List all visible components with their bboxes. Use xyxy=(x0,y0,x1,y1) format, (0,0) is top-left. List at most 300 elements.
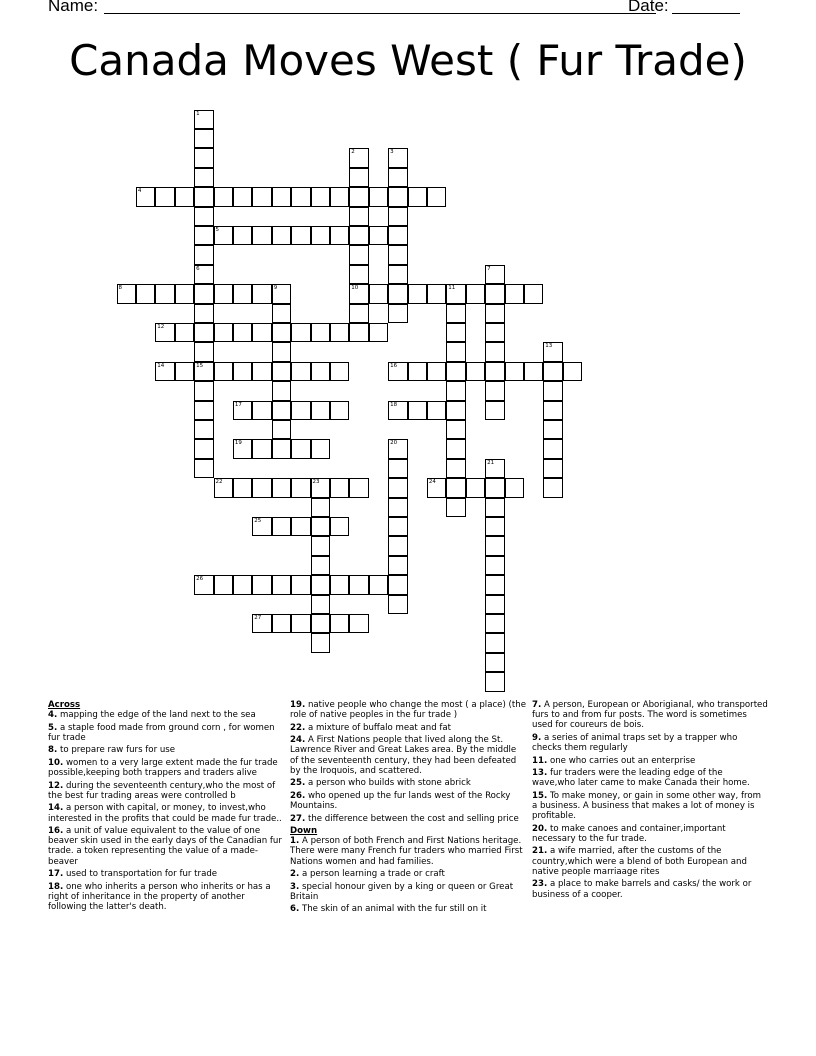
clue-item-text: A First Nations people that lived along the St. Lawrence River and Great Lakes area. By the middle of the seventeenth century, they had been defeated by the Iroquois, and scattered. xyxy=(290,735,517,776)
grid-cell[interactable] xyxy=(388,401,408,421)
clue-number: 10 xyxy=(351,285,359,292)
grid-cell[interactable] xyxy=(485,478,505,498)
grid-cell[interactable] xyxy=(272,401,292,421)
grid-cell[interactable] xyxy=(311,595,331,615)
grid-cell[interactable] xyxy=(485,575,505,595)
grid-cell[interactable] xyxy=(427,401,447,421)
grid-cell[interactable] xyxy=(446,323,466,343)
grid-cell[interactable] xyxy=(194,459,214,479)
clue-item xyxy=(532,846,768,877)
grid-cell[interactable] xyxy=(272,284,292,304)
clue-item xyxy=(290,778,526,788)
grid-cell[interactable] xyxy=(543,478,563,498)
clue-item-number: 27. xyxy=(290,813,306,824)
grid-cell[interactable] xyxy=(194,342,214,362)
grid-cell[interactable] xyxy=(272,478,292,498)
grid-cell[interactable] xyxy=(330,478,350,498)
clue-item-text: mapping the edge of the land next to the sea xyxy=(57,710,256,721)
across-heading: Across xyxy=(48,700,81,710)
grid-cell[interactable] xyxy=(485,633,505,653)
grid-cell[interactable] xyxy=(446,284,466,304)
clue-number: 21 xyxy=(487,459,495,466)
page-title: Canada Moves West ( Fur Trade) xyxy=(69,36,747,85)
grid-cell[interactable] xyxy=(349,323,369,343)
grid-cell[interactable] xyxy=(388,187,408,207)
grid-cell[interactable] xyxy=(252,614,272,634)
grid-cell[interactable] xyxy=(233,575,253,595)
grid-cell[interactable] xyxy=(388,575,408,595)
clue-item-number: 12. xyxy=(48,780,64,791)
clue-number: 19 xyxy=(234,440,242,447)
grid-cell[interactable] xyxy=(214,323,234,343)
grid-cell[interactable] xyxy=(194,148,214,168)
grid-cell[interactable] xyxy=(446,304,466,324)
grid-cell[interactable] xyxy=(291,226,311,246)
clue-item-text: a person with capital, or money, to invest,who interested in the profits that could be made fur trade.. xyxy=(48,803,282,824)
grid-cell[interactable] xyxy=(369,187,389,207)
grid-cell[interactable] xyxy=(252,362,272,382)
grid-cell[interactable] xyxy=(369,575,389,595)
clue-item xyxy=(290,882,526,902)
clue-number: 11 xyxy=(448,285,456,292)
grid-cell[interactable] xyxy=(233,439,253,459)
grid-cell[interactable] xyxy=(349,226,369,246)
clue-item xyxy=(532,700,768,731)
grid-cell[interactable] xyxy=(291,575,311,595)
clue-item-number: 10. xyxy=(48,757,64,768)
grid-cell[interactable] xyxy=(272,614,292,634)
grid-cell[interactable] xyxy=(311,401,331,421)
grid-cell[interactable] xyxy=(194,245,214,265)
clue-item xyxy=(532,791,768,822)
clue-number: 15 xyxy=(196,362,204,369)
grid-cell[interactable] xyxy=(155,187,175,207)
clues-column-3 xyxy=(532,700,768,902)
clue-item xyxy=(532,824,768,844)
grid-cell[interactable] xyxy=(349,245,369,265)
grid-cell[interactable] xyxy=(252,323,272,343)
clue-item-number: 8. xyxy=(48,745,58,756)
clue-item-text: The skin of an animal with the fur still on it xyxy=(299,904,487,915)
clues-column-1 xyxy=(48,700,282,915)
grid-cell[interactable] xyxy=(485,265,505,285)
grid-cell[interactable] xyxy=(272,226,292,246)
grid-cell[interactable] xyxy=(233,478,253,498)
clue-item-text: used to transportation for fur trade xyxy=(63,869,218,880)
grid-cell[interactable] xyxy=(388,304,408,324)
clues-column-2 xyxy=(290,700,526,917)
grid-cell[interactable] xyxy=(388,556,408,576)
grid-cell[interactable] xyxy=(543,439,563,459)
grid-cell[interactable] xyxy=(194,110,214,130)
grid-cell[interactable] xyxy=(446,342,466,362)
grid-cell[interactable] xyxy=(311,439,331,459)
grid-cell[interactable] xyxy=(543,459,563,479)
grid-cell[interactable] xyxy=(194,420,214,440)
grid-cell[interactable] xyxy=(194,284,214,304)
clue-item-number: 4. xyxy=(48,710,58,721)
grid-cell[interactable] xyxy=(194,323,214,343)
grid-cell[interactable] xyxy=(349,168,369,188)
grid-cell[interactable] xyxy=(272,304,292,324)
clue-item-text: fur traders were the leading edge of the wave,who later came to make Canada their home. xyxy=(532,768,750,789)
grid-cell[interactable] xyxy=(311,478,331,498)
grid-cell[interactable] xyxy=(485,381,505,401)
grid-cell[interactable] xyxy=(485,304,505,324)
clue-item xyxy=(290,904,526,914)
grid-cell[interactable] xyxy=(427,362,447,382)
clue-item xyxy=(48,803,282,823)
clue-number: 9 xyxy=(273,285,278,292)
grid-cell[interactable] xyxy=(272,575,292,595)
clue-item-text: special honour given by a king or queen or Great Britain xyxy=(290,881,514,902)
clue-item xyxy=(290,791,526,811)
clue-item xyxy=(290,814,526,824)
grid-cell[interactable] xyxy=(388,362,408,382)
grid-cell[interactable] xyxy=(330,226,350,246)
clue-item xyxy=(532,733,768,753)
grid-cell[interactable] xyxy=(194,168,214,188)
clue-item-text: one who carries out an enterprise xyxy=(547,755,696,766)
grid-cell[interactable] xyxy=(485,653,505,673)
grid-cell[interactable] xyxy=(311,556,331,576)
grid-cell[interactable] xyxy=(349,265,369,285)
grid-cell[interactable] xyxy=(194,304,214,324)
grid-cell[interactable] xyxy=(272,187,292,207)
grid-cell[interactable] xyxy=(291,439,311,459)
clue-item xyxy=(48,723,282,743)
clue-item-number: 21. xyxy=(532,846,548,857)
clue-number: 20 xyxy=(390,440,398,447)
grid-cell[interactable] xyxy=(194,265,214,285)
grid-cell[interactable] xyxy=(485,323,505,343)
clue-item-text: during the seventeenth century,who the most of the best fur trading areas were controlled b xyxy=(48,780,276,801)
grid-cell[interactable] xyxy=(349,614,369,634)
grid-cell[interactable] xyxy=(214,478,234,498)
grid-cell[interactable] xyxy=(214,575,234,595)
clue-item xyxy=(532,756,768,766)
grid-cell[interactable] xyxy=(369,226,389,246)
clue-item-number: 3. xyxy=(290,881,300,892)
clue-item xyxy=(290,723,526,733)
grid-cell[interactable] xyxy=(388,245,408,265)
grid-cell[interactable] xyxy=(272,420,292,440)
clue-item-text: a person who builds with stone abrick xyxy=(305,778,471,789)
grid-cell[interactable] xyxy=(330,323,350,343)
clue-item-text: a staple food made from ground corn , for women fur trade xyxy=(48,722,275,743)
clue-number: 24 xyxy=(428,479,436,486)
clue-item xyxy=(48,781,282,801)
grid-cell[interactable] xyxy=(330,575,350,595)
grid-cell[interactable] xyxy=(485,362,505,382)
grid-cell[interactable] xyxy=(252,401,272,421)
grid-cell[interactable] xyxy=(311,517,331,537)
grid-cell[interactable] xyxy=(311,187,331,207)
grid-cell[interactable] xyxy=(194,401,214,421)
grid-cell[interactable] xyxy=(505,362,525,382)
grid-cell[interactable] xyxy=(272,439,292,459)
grid-cell[interactable] xyxy=(272,362,292,382)
clue-item-number: 6. xyxy=(290,904,300,915)
grid-cell[interactable] xyxy=(485,556,505,576)
grid-cell[interactable] xyxy=(408,284,428,304)
grid-cell[interactable] xyxy=(446,420,466,440)
grid-cell[interactable] xyxy=(446,498,466,518)
grid-cell[interactable] xyxy=(388,226,408,246)
clue-item-text: a mixture of buffalo meat and fat xyxy=(305,722,452,733)
grid-cell[interactable] xyxy=(485,401,505,421)
date-label: Date: xyxy=(628,0,669,15)
grid-cell[interactable] xyxy=(485,498,505,518)
grid-cell[interactable] xyxy=(330,362,350,382)
grid-cell[interactable] xyxy=(446,459,466,479)
grid-cell[interactable] xyxy=(427,187,447,207)
grid-cell[interactable] xyxy=(388,536,408,556)
grid-cell[interactable] xyxy=(446,381,466,401)
grid-cell[interactable] xyxy=(505,284,525,304)
grid-cell[interactable] xyxy=(543,342,563,362)
grid-cell[interactable] xyxy=(388,439,408,459)
grid-cell[interactable] xyxy=(252,575,272,595)
grid-cell[interactable] xyxy=(233,226,253,246)
grid-cell[interactable] xyxy=(408,187,428,207)
clue-item-text: native people who change the most ( a place) (the role of native peoples in the fur trade ) xyxy=(290,700,527,721)
clue-item xyxy=(48,869,282,879)
grid-cell[interactable] xyxy=(252,226,272,246)
clue-number: 4 xyxy=(137,188,142,195)
grid-cell[interactable] xyxy=(349,304,369,324)
grid-cell[interactable] xyxy=(194,226,214,246)
clue-number: 13 xyxy=(545,343,553,350)
grid-cell[interactable] xyxy=(311,362,331,382)
grid-cell[interactable] xyxy=(330,401,350,421)
grid-cell[interactable] xyxy=(311,575,331,595)
grid-cell[interactable] xyxy=(369,284,389,304)
clue-item xyxy=(290,700,526,720)
grid-cell[interactable] xyxy=(252,187,272,207)
clue-item xyxy=(290,836,526,867)
grid-cell[interactable] xyxy=(524,362,544,382)
clue-number: 17 xyxy=(234,401,242,408)
grid-cell[interactable] xyxy=(446,478,466,498)
grid-cell[interactable] xyxy=(466,478,486,498)
grid-cell[interactable] xyxy=(194,207,214,227)
grid-cell[interactable] xyxy=(330,517,350,537)
clue-number: 3 xyxy=(390,149,394,156)
name-label: Name: xyxy=(48,0,99,15)
grid-cell[interactable] xyxy=(175,362,195,382)
grid-cell[interactable] xyxy=(311,614,331,634)
grid-cell[interactable] xyxy=(485,595,505,615)
clue-item xyxy=(48,826,282,867)
grid-cell[interactable] xyxy=(272,517,292,537)
clue-number: 14 xyxy=(157,362,165,369)
grid-cell[interactable] xyxy=(175,187,195,207)
grid-cell[interactable] xyxy=(194,362,214,382)
clue-item-text: a series of animal traps set by a trapper who checks them regularly xyxy=(532,732,738,754)
grid-cell[interactable] xyxy=(388,207,408,227)
grid-cell[interactable] xyxy=(485,614,505,634)
clue-number: 27 xyxy=(254,614,262,621)
grid-cell[interactable] xyxy=(388,284,408,304)
grid-cell[interactable] xyxy=(233,362,253,382)
clue-item-number: 14. xyxy=(48,803,64,814)
grid-cell[interactable] xyxy=(291,401,311,421)
clue-item xyxy=(48,758,282,778)
clue-item xyxy=(532,879,768,899)
grid-cell[interactable] xyxy=(466,284,486,304)
clue-item xyxy=(290,869,526,879)
grid-cell[interactable] xyxy=(485,459,505,479)
grid-cell[interactable] xyxy=(252,478,272,498)
grid-cell[interactable] xyxy=(194,575,214,595)
grid-cell[interactable] xyxy=(291,478,311,498)
clue-item-number: 11. xyxy=(532,755,548,766)
grid-cell[interactable] xyxy=(563,362,583,382)
grid-cell[interactable] xyxy=(349,187,369,207)
grid-cell[interactable] xyxy=(427,284,447,304)
clue-item-number: 17. xyxy=(48,869,64,880)
grid-cell[interactable] xyxy=(311,323,331,343)
grid-cell[interactable] xyxy=(349,478,369,498)
grid-cell[interactable] xyxy=(311,536,331,556)
grid-cell[interactable] xyxy=(485,284,505,304)
grid-cell[interactable] xyxy=(388,478,408,498)
clue-item-number: 23. xyxy=(532,879,548,890)
grid-cell[interactable] xyxy=(272,323,292,343)
grid-cell[interactable] xyxy=(117,284,137,304)
grid-cell[interactable] xyxy=(388,459,408,479)
grid-cell[interactable] xyxy=(291,187,311,207)
grid-cell[interactable] xyxy=(214,187,234,207)
grid-cell[interactable] xyxy=(349,284,369,304)
grid-cell[interactable] xyxy=(485,517,505,537)
grid-cell[interactable] xyxy=(252,284,272,304)
down-heading: Down xyxy=(290,826,318,837)
grid-cell[interactable] xyxy=(291,362,311,382)
clue-item xyxy=(290,735,526,776)
grid-cell[interactable] xyxy=(388,168,408,188)
grid-cell[interactable] xyxy=(233,401,253,421)
clue-item-text: women to a very large extent made the fur trade possible,keeping both trappers and traders alive xyxy=(48,757,278,779)
grid-cell[interactable] xyxy=(311,226,331,246)
grid-cell[interactable] xyxy=(311,498,331,518)
grid-cell[interactable] xyxy=(485,536,505,556)
clue-item-number: 13. xyxy=(532,768,548,779)
clue-number: 22 xyxy=(215,479,223,486)
clue-item-number: 18. xyxy=(48,881,64,892)
clue-item-number: 25. xyxy=(290,778,306,789)
grid-cell[interactable] xyxy=(485,672,505,692)
grid-cell[interactable] xyxy=(485,342,505,362)
grid-cell[interactable] xyxy=(291,517,311,537)
clue-number: 18 xyxy=(390,401,398,408)
clue-item-number: 9. xyxy=(532,732,542,743)
grid-cell[interactable] xyxy=(388,498,408,518)
grid-cell[interactable] xyxy=(330,187,350,207)
clue-number: 23 xyxy=(312,479,320,486)
grid-cell[interactable] xyxy=(408,362,428,382)
clue-item-number: 15. xyxy=(532,790,548,801)
grid-cell[interactable] xyxy=(155,362,175,382)
grid-cell[interactable] xyxy=(466,362,486,382)
grid-cell[interactable] xyxy=(155,323,175,343)
grid-cell[interactable] xyxy=(194,381,214,401)
clue-item-number: 7. xyxy=(532,700,542,710)
clue-item xyxy=(48,882,282,913)
clue-item-text: the difference between the cost and selling price xyxy=(305,813,519,824)
grid-cell[interactable] xyxy=(446,401,466,421)
grid-cell[interactable] xyxy=(291,323,311,343)
grid-cell[interactable] xyxy=(214,362,234,382)
grid-cell[interactable] xyxy=(349,207,369,227)
grid-cell[interactable] xyxy=(446,362,466,382)
grid-cell[interactable] xyxy=(505,478,525,498)
clue-item xyxy=(48,745,282,755)
clue-number: 1 xyxy=(196,110,200,117)
grid-cell[interactable] xyxy=(543,420,563,440)
grid-cell[interactable] xyxy=(136,284,156,304)
grid-cell[interactable] xyxy=(155,284,175,304)
clue-item-text: a place to make barrels and casks/ the work or business of a cooper. xyxy=(532,879,752,900)
grid-cell[interactable] xyxy=(524,284,544,304)
clue-item-number: 24. xyxy=(290,735,306,746)
grid-cell[interactable] xyxy=(175,323,195,343)
grid-cell[interactable] xyxy=(136,187,156,207)
grid-cell[interactable] xyxy=(194,129,214,149)
grid-cell[interactable] xyxy=(291,614,311,634)
grid-cell[interactable] xyxy=(194,187,214,207)
grid-cell[interactable] xyxy=(311,633,331,653)
clue-number: 26 xyxy=(196,576,204,583)
grid-cell[interactable] xyxy=(252,439,272,459)
grid-cell[interactable] xyxy=(214,226,234,246)
grid-cell[interactable] xyxy=(233,284,253,304)
clue-item-text: a wife married, after the customs of the country,which were a blend of both European and native people marriaage rites xyxy=(532,846,747,877)
grid-cell[interactable] xyxy=(543,362,563,382)
clue-item-text: A person, European or Aborigianal, who transported furs to and from fur posts. The word is sometimes used for coureurs de bois. xyxy=(532,700,768,731)
clue-item-number: 1. xyxy=(290,836,300,847)
grid-cell[interactable] xyxy=(543,401,563,421)
grid-cell[interactable] xyxy=(388,148,408,168)
grid-cell[interactable] xyxy=(543,381,563,401)
grid-cell[interactable] xyxy=(272,342,292,362)
grid-cell[interactable] xyxy=(272,381,292,401)
grid-cell[interactable] xyxy=(388,517,408,537)
grid-cell[interactable] xyxy=(349,148,369,168)
grid-cell[interactable] xyxy=(388,595,408,615)
clue-item-number: 16. xyxy=(48,826,64,837)
clue-item xyxy=(532,768,768,788)
clue-item-text: a person learning a trade or craft xyxy=(299,869,445,880)
clue-item-number: 26. xyxy=(290,790,306,801)
grid-cell[interactable] xyxy=(427,478,447,498)
clue-number: 8 xyxy=(118,285,122,292)
grid-cell[interactable] xyxy=(194,439,214,459)
grid-cell[interactable] xyxy=(252,517,272,537)
grid-cell[interactable] xyxy=(349,575,369,595)
grid-cell[interactable] xyxy=(408,401,428,421)
grid-cell[interactable] xyxy=(330,614,350,634)
grid-cell[interactable] xyxy=(175,284,195,304)
grid-cell[interactable] xyxy=(214,284,234,304)
grid-cell[interactable] xyxy=(233,323,253,343)
grid-cell[interactable] xyxy=(233,187,253,207)
grid-cell[interactable] xyxy=(388,265,408,285)
grid-cell[interactable] xyxy=(446,439,466,459)
grid-cell[interactable] xyxy=(369,323,389,343)
clue-item xyxy=(48,710,282,720)
